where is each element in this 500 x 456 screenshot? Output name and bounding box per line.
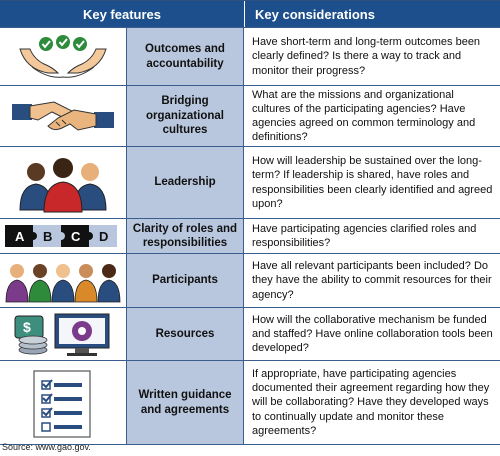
table-row bbox=[0, 218, 500, 253]
feature-label: Participants bbox=[127, 254, 244, 307]
consideration-text: If appropriate, have participating agencies documented their agreement regarding how they will be collaborating? Have they developed ways to continually update and monitor these agreements? bbox=[244, 361, 500, 444]
hands-checkmarks-icon bbox=[0, 28, 127, 85]
puzzle-letter: C bbox=[71, 229, 81, 244]
consideration-text: What are the missions and organizational cultures of the participating agencies? Have agencies agreed on common terminology and definitions? bbox=[244, 86, 500, 146]
table-header bbox=[0, 1, 500, 27]
consideration-text: Have participating agencies clarified roles and responsibilities? bbox=[244, 219, 500, 253]
feature-label: Outcomes and accountability bbox=[127, 28, 244, 85]
consideration-text: How will leadership be sustained over the long-term? If leadership is shared, have roles and responsibilities been clearly identified and agreed upon? bbox=[244, 147, 500, 218]
checklist-document-icon bbox=[0, 361, 127, 444]
feature-label: Resources bbox=[127, 308, 244, 360]
puzzle-letter: A bbox=[15, 229, 25, 244]
table-row bbox=[0, 360, 500, 444]
feature-label: Leadership bbox=[127, 147, 244, 218]
header-key-considerations: Key considerations bbox=[255, 6, 375, 22]
source-note: Source: www.gao.gov. bbox=[2, 442, 91, 452]
table-row bbox=[0, 253, 500, 307]
feature-label: Written guidance and agreements bbox=[127, 361, 244, 444]
consideration-text: Have all relevant participants been included? Do they have the ability to commit resources for their agency? bbox=[244, 254, 500, 307]
header-key-features: Key features bbox=[0, 1, 245, 27]
feature-label: Bridging organizational cultures bbox=[127, 86, 244, 146]
table-row bbox=[0, 27, 500, 85]
table-row bbox=[0, 85, 500, 146]
consideration-text: Have short-term and long-term outcomes been clearly defined? Is there a way to track and monitor their progress? bbox=[244, 28, 500, 85]
money-computer-icon bbox=[0, 308, 127, 360]
handshake-icon bbox=[0, 86, 127, 146]
consideration-text: How will the collaborative mechanism be funded and staffed? Have online collaboration tools been developed? bbox=[244, 308, 500, 360]
puzzle-letter: D bbox=[99, 229, 109, 244]
participants-group-icon bbox=[0, 254, 127, 307]
puzzle-letter: B bbox=[43, 229, 53, 244]
table-row bbox=[0, 307, 500, 360]
feature-label: Clarity of roles and responsibilities bbox=[127, 219, 244, 253]
puzzle-abcd-icon bbox=[0, 219, 127, 253]
svg-text:$: $ bbox=[23, 319, 31, 335]
table-row bbox=[0, 146, 500, 218]
leaders-group-icon bbox=[0, 147, 127, 218]
